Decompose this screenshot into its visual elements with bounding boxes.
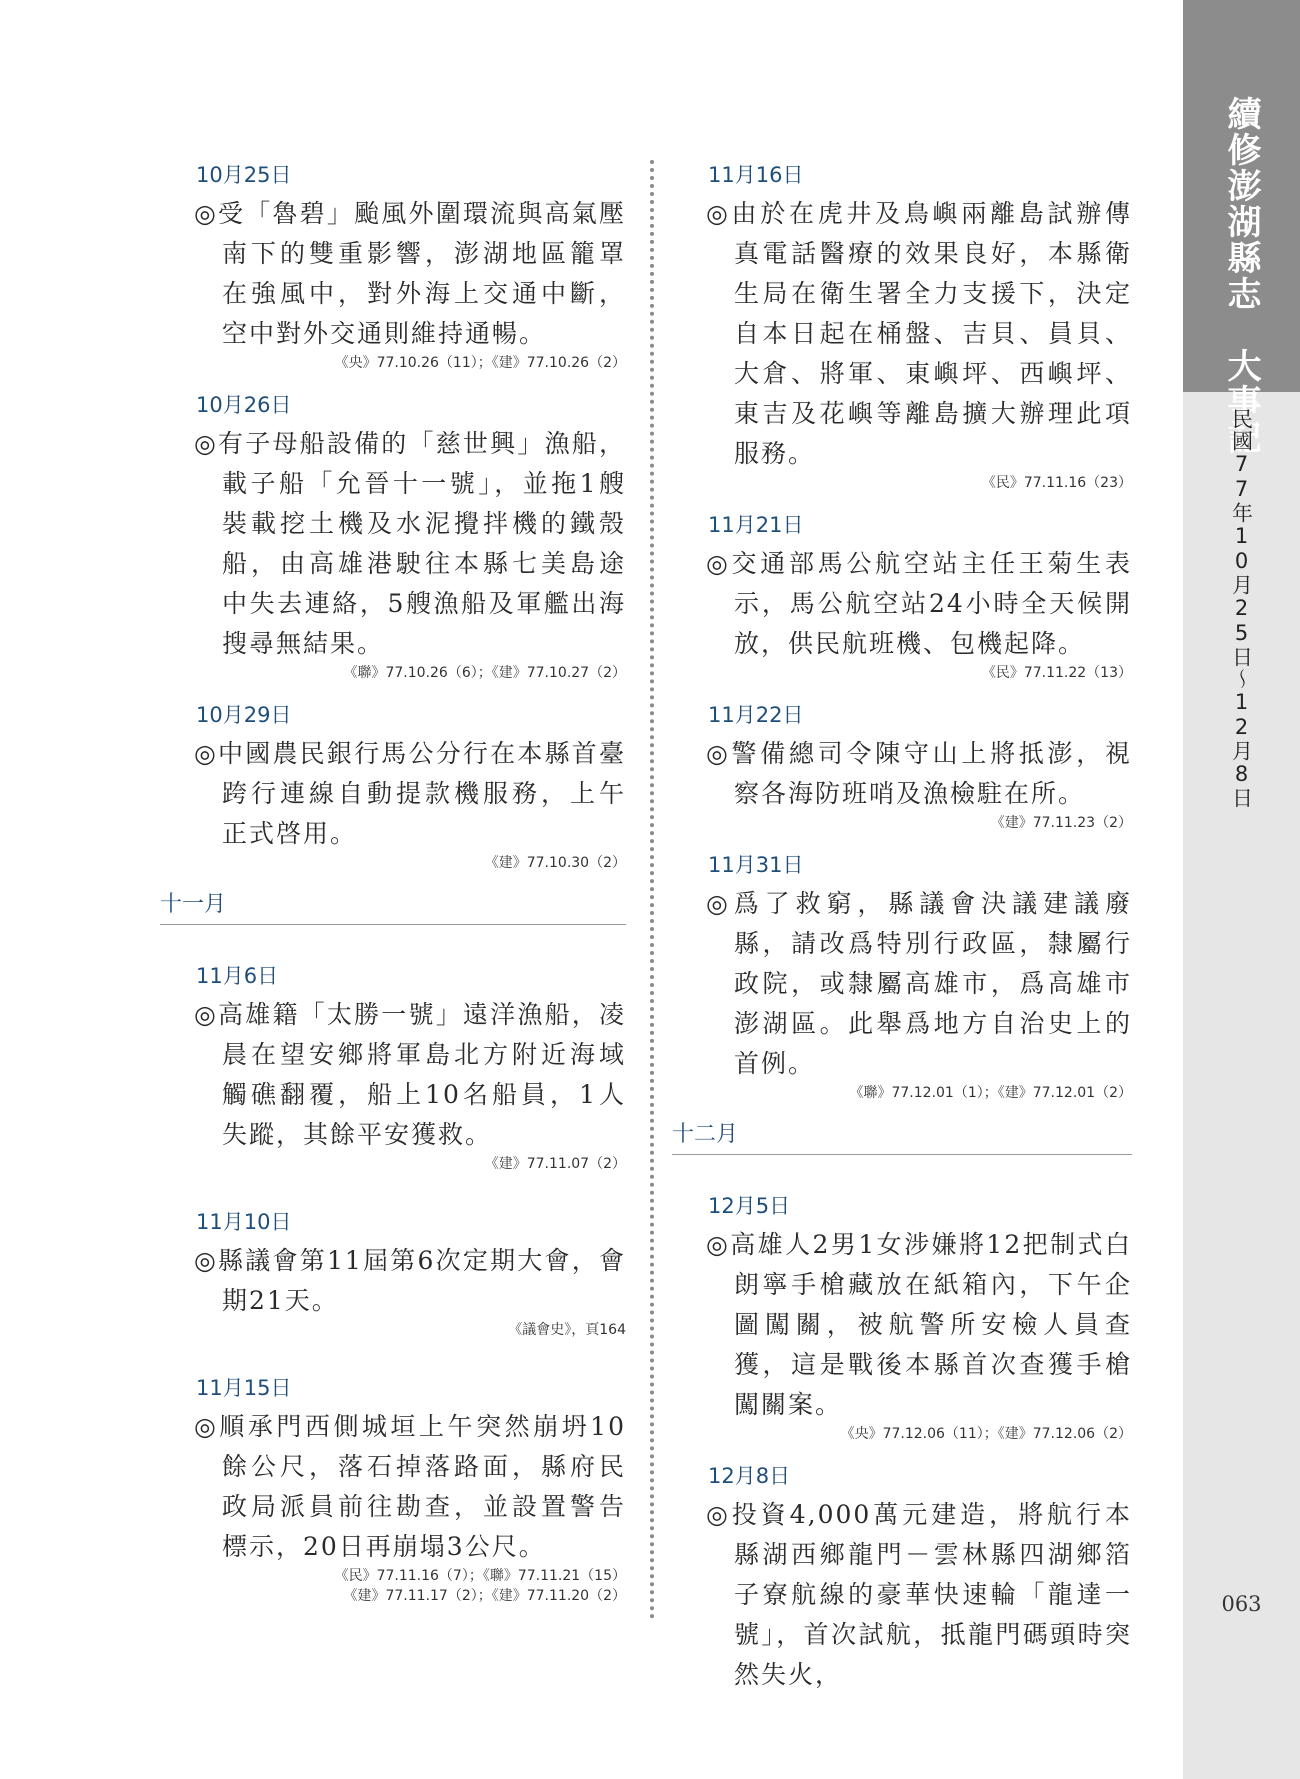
- entry-text: ◎高雄人2男1女涉嫌將12把制式白朗寧手槍藏放在紙箱內，下午企圖闖關，被航警所安檢人員查獲，這是戰後本縣首次查獲手槍闖關案。: [706, 1230, 1132, 1419]
- entry-date: 11月6日: [196, 964, 279, 988]
- entry-source: 《民》77.11.16（23）: [981, 475, 1132, 491]
- entry-1122: [680, 700, 1132, 834]
- entry-source: 《央》77.12.06（11）；《建》77.12.06（2）: [840, 1426, 1132, 1442]
- entry-date: 11月21日: [708, 513, 804, 537]
- entry-1131: [680, 850, 1132, 1104]
- entry-text: ◎爲了救窮，縣議會決議建議廢縣，請改爲特別行政區，隸屬行政院，或隸屬高雄市，爲高雄市澎湖區。此舉爲地方自治史上的首例。: [706, 889, 1132, 1078]
- page-number: 063: [1221, 1592, 1262, 1616]
- entry-date: 11月15日: [196, 1376, 292, 1400]
- entry-1115: [168, 1373, 626, 1607]
- month-heading-november: 十一月: [160, 890, 626, 925]
- entry-date: 11月10日: [196, 1210, 292, 1234]
- entry-source: 《央》77.10.26（11）；《建》77.10.26（2）: [334, 355, 626, 371]
- entry-date: 12月8日: [708, 1464, 791, 1488]
- entry-text: ◎受「魯碧」颱風外圍環流與高氣壓南下的雙重影響，澎湖地區籠罩在強風中，對外海上交通中斷，空中對外交通則維持通暢。: [194, 199, 626, 348]
- entry-text: ◎縣議會第11屆第6次定期大會，會期21天。: [194, 1246, 626, 1315]
- entry-1110: [168, 1207, 626, 1341]
- entry-source-2: 《建》77.11.17（2）；《建》77.11.20（2）: [343, 1588, 626, 1604]
- entry-1205: [680, 1191, 1132, 1445]
- chapter-date-range: 民國77年10月25日〜12月8日: [1229, 408, 1254, 809]
- column-divider: [650, 160, 654, 1620]
- entry-date: 10月25日: [196, 163, 292, 187]
- entry-source: 《民》77.11.22（13）: [981, 665, 1132, 681]
- entry-text: ◎由於在虎井及鳥嶼兩離島試辦傳真電話醫療的效果良好，本縣衛生局在衛生署全力支援下，決定自本日起在桶盤、吉貝、員貝、大倉、將軍、東嶼坪、西嶼坪、東吉及花嶼等離島擴大辦理此項服務。: [706, 199, 1132, 468]
- entry-date: 11月31日: [708, 853, 804, 877]
- entry-text: ◎警備總司令陳守山上將抵澎，視察各海防班哨及漁檢駐在所。: [706, 739, 1132, 808]
- sidebar: [1183, 0, 1300, 1779]
- entry-text: ◎有子母船設備的「慈世興」漁船，載子船「允晉十一號」，並拖1艘裝載挖土機及水泥攪拌機的鐵殼船，由高雄港駛往本縣七美島途中失去連絡，5艘漁船及軍艦出海搜尋無結果。: [194, 429, 626, 658]
- entry-date: 12月5日: [708, 1194, 791, 1218]
- entry-source: 《議會史》，頁164: [508, 1322, 626, 1338]
- entry-date: 11月22日: [708, 703, 804, 727]
- entry-source: 《建》77.11.23（2）: [990, 815, 1132, 831]
- entry-text: ◎投資4,000萬元建造，將航行本縣湖西鄉龍門－雲林縣四湖鄉箔子寮航線的豪華快速輪「龍達一號」，首次試航，抵龍門碼頭時突然失火，: [706, 1500, 1132, 1689]
- left-column: [160, 160, 626, 1623]
- right-column: [672, 160, 1132, 1711]
- entry-1026: [168, 390, 626, 684]
- entry-source: 《民》77.11.16（7）；《聯》77.11.21（15）: [334, 1568, 626, 1584]
- entry-text: ◎順承門西側城垣上午突然崩坍10餘公尺，落石掉落路面，縣府民政局派員前往勘查，並設置警告標示，20日再崩塌3公尺。: [194, 1412, 626, 1561]
- entry-source: 《建》77.11.07（2）: [484, 1156, 626, 1172]
- entry-1208: [680, 1461, 1132, 1695]
- entry-1029: [168, 700, 626, 874]
- entry-source: 《聯》77.12.01（1）；《建》77.12.01（2）: [849, 1085, 1132, 1101]
- entry-1116: [680, 160, 1132, 494]
- entry-1025: [168, 160, 626, 374]
- entry-date: 10月26日: [196, 393, 292, 417]
- book-title: 續修澎湖縣志 大事記: [1221, 96, 1261, 456]
- entry-date: 11月16日: [708, 163, 804, 187]
- entry-1121: [680, 510, 1132, 684]
- entry-date: 10月29日: [196, 703, 292, 727]
- entry-source: 《建》77.10.30（2）: [484, 855, 626, 871]
- month-heading-december: 十二月: [672, 1120, 1132, 1155]
- entry-source: 《聯》77.10.26（6）；《建》77.10.27（2）: [343, 665, 626, 681]
- entry-text: ◎中國農民銀行馬公分行在本縣首臺跨行連線自動提款機服務，上午正式啓用。: [194, 739, 626, 848]
- entry-text: ◎高雄籍「太勝一號」遠洋漁船，凌晨在望安鄉將軍島北方附近海域觸礁翻覆，船上10名船員，1人失蹤，其餘平安獲救。: [194, 1000, 626, 1149]
- entry-1106: [168, 961, 626, 1175]
- entry-text: ◎交通部馬公航空站主任王菊生表示，馬公航空站24小時全天候開放，供民航班機、包機起降。: [706, 549, 1132, 658]
